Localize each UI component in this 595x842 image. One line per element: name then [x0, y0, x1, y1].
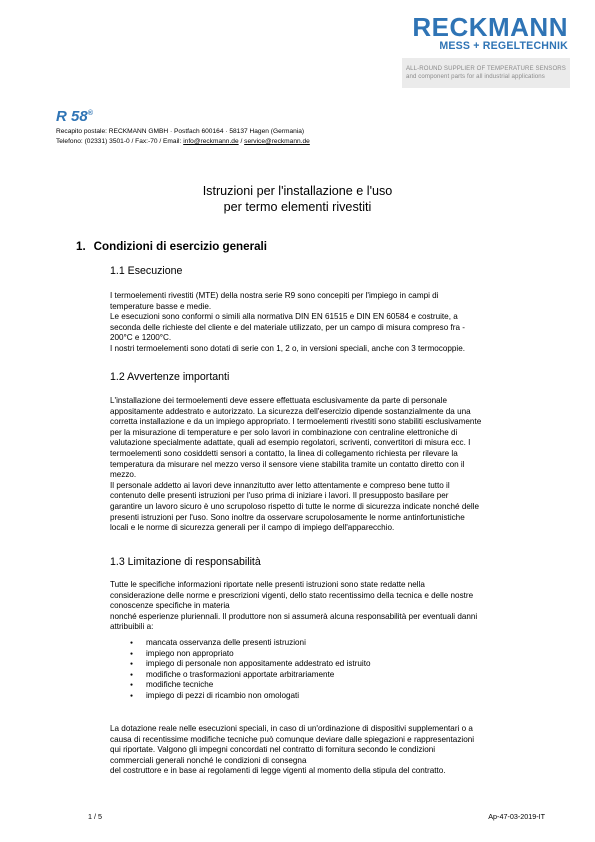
list-item: ● impiego non appropriato	[110, 649, 371, 660]
email-separator: /	[238, 138, 245, 145]
title-line-2: per termo elementi rivestiti	[223, 200, 372, 214]
text-line: Il personale addetto ai lavori deve innanzitutto aver letto attentamente e compreso bene tutto il	[110, 480, 450, 490]
text-line: nonché esperienze pluriennali. Il produttore non si assumerà alcuna responsabilità per eventuali danni	[110, 611, 478, 621]
document-title	[0, 183, 595, 215]
text-line: I termoelementi rivestiti (MTE) della nostra serie R9 sono concepiti per l'impiego in campi di	[110, 291, 439, 300]
text-line: conoscenze specifiche in materia	[110, 601, 230, 611]
logo-name: RECKMANN	[412, 12, 568, 42]
text-line: termoelementi sono cosiddetti sensori a contatto, la linea di collegamento richiesta per rilevare la	[110, 448, 458, 458]
email-info-link[interactable]: info@reckmann.de	[183, 138, 239, 145]
logo-tagline-2: and component parts for all industrial applications	[406, 73, 545, 80]
page-number: 1 / 5	[88, 812, 102, 821]
company-logo	[402, 10, 570, 94]
list-item: ● modifiche tecniche	[110, 680, 371, 691]
text-line: considerazione delle norme e prescrizioni vigenti, dello stato recentissimo della tecnica e delle nostre	[110, 590, 474, 600]
section-1-heading	[76, 240, 267, 253]
subsection-1-3-heading: 1.3 Limitazione di responsabilità	[110, 556, 261, 568]
text-line: presenti istruzioni per l'uso. Sono inoltre da osservare scrupolosamente le norme antinfortunistiche	[110, 512, 465, 522]
section-1-number: 1.	[76, 240, 86, 253]
subsection-1-3-text	[110, 580, 575, 633]
model-title	[56, 108, 93, 125]
document-id: Ap-47-03-2019-IT	[488, 812, 545, 821]
text-line: locali e le norme di sicurezza generali per il campo di impiego dell'apparecchio.	[110, 523, 395, 533]
contact-prefix: Telefono: (02331) 3501-0 / Fax:-70 / Email:	[56, 138, 184, 145]
subsection-1-2-text	[110, 396, 575, 534]
text-line: temperature basse e medie.	[110, 301, 212, 311]
list-item: ● mancata osservanza delle presenti istruzioni	[110, 638, 371, 649]
text-line: Le esecuzioni sono conformi o simili alla normativa DIN EN 61515 e DIN EN 60584 e costruite, a	[110, 312, 458, 322]
text-line: per la misurazione di temperature e per solo lavori in combinazione con centraline elettroniche di	[110, 427, 458, 437]
text-line: L'installazione dei termoelementi deve essere effettuata esclusivamente da parte di personale	[110, 396, 447, 405]
text-line: I nostri termoelementi sono dotati di serie con 1, 2 o, in versioni speciali, anche con 3 termocoppie.	[110, 343, 465, 353]
text-line: del costruttore e in base ai regolamenti di legge vigenti al momento della stipula del contratto.	[110, 766, 446, 776]
list-item: ● impiego di pezzi di ricambio non omologati	[110, 691, 371, 702]
email-service-link[interactable]: service@reckmann.de	[244, 138, 310, 145]
text-line: appositamente addestrato e autorizzato. La sicurezza dell'esercizio dipende sostanzialmente da una	[110, 406, 471, 416]
logo-tagline-band	[402, 58, 570, 88]
section-1-title: Condizioni di esercizio generali	[93, 240, 267, 253]
text-line: garantire un lavoro sicuro è uno scrupoloso rispetto di tutte le norme di sicurezza indicate nonché delle	[110, 501, 479, 511]
contact-line	[56, 137, 310, 146]
registered-mark: ®	[87, 110, 93, 117]
text-line: 200°C e 1200°C.	[110, 333, 172, 343]
logo-tagline-1: ALL-ROUND SUPPLIER OF TEMPERATURE SENSORS	[406, 65, 566, 72]
text-line: causa di recentissime modifiche tecniche può comunque deviare dalle spiegazioni e rappresentazioni	[110, 734, 475, 744]
text-line: valutazione specialmente adattate, quali ad esempio regolatori, scriventi, convertitori di misura ecc. I	[110, 438, 471, 448]
model-name: R 58	[56, 108, 88, 125]
postal-address: Recapito postale: RECKMANN GMBH · Postfach 600164 · 58137 Hagen (Germania)	[56, 128, 305, 135]
subsection-1-1-heading: 1.1 Esecuzione	[110, 265, 183, 277]
text-line: corretta installazione e da un impiego appropriato. I termoelementi rivestiti sono stabiliti esclusivamente	[110, 417, 482, 427]
text-line: qui riportate. Valgono gli impegni concordati nel contratto di fornitura secondo le condizioni	[110, 745, 436, 755]
text-line: contenuto delle presenti istruzioni per l'uso prima di iniziare i lavori. Il presupposto basilare per	[110, 491, 449, 501]
title-line-1: Istruzioni per l'installazione e l'uso	[202, 184, 393, 198]
text-line: temperatura da misurare nel mezzo verso il sensore viene stabilita tramite un contatto diretto con il	[110, 459, 465, 469]
text-line: attribuibili a:	[110, 622, 154, 632]
subsection-1-3-closing	[110, 724, 575, 777]
text-line: seconda delle richieste del cliente e del materiale utilizzato, per un campo di misura compreso fra -	[110, 322, 465, 332]
text-line: commerciali generali nonché le condizioni di consegna	[110, 755, 307, 765]
list-item: ● modifiche o trasformazioni apportate arbitrariamente	[110, 670, 371, 681]
text-line: Tutte le specifiche informazioni riportate nelle presenti istruzioni sono state redatte nella	[110, 580, 425, 589]
subsection-1-2-heading: 1.2 Avvertenze importanti	[110, 371, 230, 383]
text-line: La dotazione reale nelle esecuzioni speciali, in caso di un'ordinazione di dispositivi supplementari o a	[110, 724, 473, 733]
logo-subtitle: MESS + REGELTECHNIK	[439, 40, 568, 52]
subsection-1-1-text	[110, 291, 575, 355]
liability-exclusions-list	[110, 638, 371, 702]
text-line: mezzo.	[110, 470, 137, 480]
list-item: ● impiego di personale non appositamente addestrato ed istruito	[110, 659, 371, 670]
